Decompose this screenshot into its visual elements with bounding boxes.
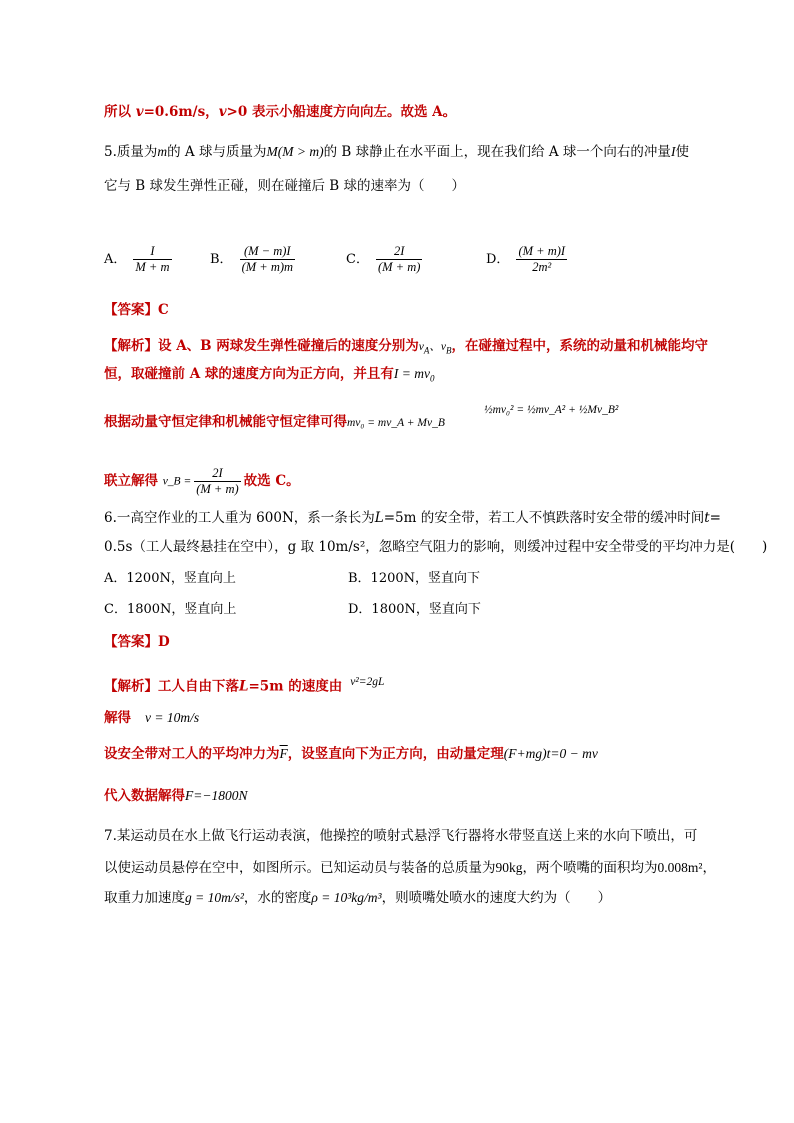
option-denominator: M + m: [135, 260, 170, 274]
q5-stem-line1: [104, 142, 689, 162]
q5-mass-m: m: [157, 144, 168, 159]
result-lhs: v_B =: [162, 475, 192, 488]
q5-ex4-text: 联立解得: [104, 473, 158, 489]
q5-explanation-line3: [104, 412, 445, 433]
q7-stem-line1: 7.某运动员在水上做飞行运动表演，他操控的喷射式悬浮飞行器将水带竖直送上来的水向下喷出，可: [104, 828, 698, 844]
q6-option-d: D．1800N，竖直向下: [348, 602, 481, 617]
q6-length-L: L: [374, 510, 384, 526]
q7-text-c: ，两个喷嘴的面积均为: [522, 860, 658, 876]
q7-mass-value: 90kg: [495, 860, 523, 875]
q6-explanation-line2: [104, 708, 199, 728]
momentum-equation: mv₀ = mv_A + Mv_B: [347, 417, 445, 429]
q5-impulse-I: I: [670, 144, 676, 159]
v-a-subscript: A: [423, 345, 430, 356]
option-denominator: 2m²: [516, 259, 567, 275]
q6-text-a: 6.一高空作业的工人重为 600N，系一条长为: [104, 510, 375, 526]
q6-explanation-line4: [104, 786, 247, 806]
q5-explanation-line4: [104, 466, 300, 497]
q5-mass-M: M: [266, 144, 278, 159]
option-label: D．: [486, 251, 510, 267]
velocity-value: =0.6m/s，: [143, 104, 219, 120]
q7-text-h: ，则喷嘴处喷水的速度大约为（ ）: [381, 890, 612, 906]
force-result: F=−1800N: [185, 788, 248, 803]
q6-ex2-text: 解得: [104, 710, 131, 726]
option-numerator: I: [150, 244, 155, 258]
option-denominator: (M + m): [377, 260, 421, 274]
velocity-result: v = 10m/s: [145, 710, 200, 725]
q5-stem-line2: 它与 B 球发生弹性正碰，则在碰撞后 B 球的速率为（ ）: [104, 178, 466, 194]
q6-option-b: B．1200N，竖直向下: [348, 571, 481, 586]
q5-option-c: [346, 244, 425, 275]
separator: 、: [429, 341, 441, 353]
q5-condition: (M > m): [277, 144, 324, 159]
impulse-subscript: 0: [429, 373, 435, 384]
option-label: A．: [104, 251, 127, 267]
result-denominator: (M + m): [196, 482, 239, 496]
average-force-symbol: $\overline{F}$: [279, 746, 288, 761]
energy-equation: ½mv₀² = ½mv_A² + ½Mv_B²: [484, 404, 619, 416]
q6-ex4-text: 代入数据解得: [104, 788, 185, 804]
q6-explanation-line1: [104, 672, 384, 697]
q7-gravity-value: g = 10m/s²: [185, 890, 244, 905]
q5-option-b: [210, 244, 298, 275]
q7-stem-line2: [104, 858, 716, 878]
q6-ex1-L: L: [239, 678, 249, 695]
prev-conclusion: [104, 102, 456, 122]
q5-ex2-text: 恒，取碰撞前 A 球的速度方向为正方向，并且有: [104, 366, 394, 382]
prev-conclusion-prefix: 所以: [104, 104, 136, 120]
q6-ex1-text: 【解析】工人自由下落: [104, 678, 239, 695]
q6-option-c: C．1800N，竖直向上: [104, 602, 237, 617]
q7-text-f: 取重力加速度: [104, 890, 185, 906]
option-numerator: (M + m)I: [518, 244, 566, 258]
q5-text-d: 使: [675, 144, 689, 160]
impulse-equation: I = mv: [393, 366, 430, 381]
velocity-symbol: v: [135, 104, 144, 120]
q5-explanation-line2: [104, 364, 434, 384]
q5-text-b: 的 A 球与质量为: [167, 144, 267, 160]
result-numerator: 2I: [212, 466, 223, 480]
q5-text-c: 的 B 球静止在水平面上，现在我们给 A 球一个向右的冲量: [323, 144, 671, 160]
q6-stem-line1: [104, 508, 721, 528]
velocity-symbol-2: v: [218, 104, 227, 120]
q7-density-value: ρ = 10³kg/m³: [311, 890, 382, 905]
q5-explanation-line1: [104, 336, 708, 357]
q7-text-a: 以使运动员悬停在空中，如图所示。已知运动员与装备的总质量为: [104, 860, 496, 876]
q5-ex1-text: 【解析】设 A、B 两球发生弹性碰撞后的速度分别为: [104, 338, 419, 354]
q7-area-value: 0.008m²: [657, 860, 703, 875]
q6-option-a: A．1200N，竖直向上: [104, 571, 236, 586]
q6-time-t: t: [704, 510, 710, 526]
option-label: C．: [346, 251, 369, 267]
q6-ex3-text: 设安全带对工人的平均冲力为: [104, 746, 280, 762]
q6-text-b: =5m 的安全带，若工人不慎跌落时安全带的缓冲时间: [383, 510, 705, 526]
q7-text-g: ，水的密度: [243, 890, 312, 906]
q5-option-a: [104, 244, 175, 275]
option-numerator: (M − m)I: [243, 244, 291, 258]
q6-explanation-line3: [104, 744, 598, 764]
q6-answer: 【答案】D: [104, 634, 170, 650]
q5-option-d: [486, 244, 570, 275]
q6-ex1-text-b: =5m 的速度由: [248, 678, 343, 695]
v-b-subscript: B: [446, 345, 452, 356]
q5-answer: 【答案】C: [104, 302, 169, 318]
option-label: B．: [210, 251, 233, 267]
option-numerator: 2I: [393, 244, 405, 258]
v-b-symbol: v: [440, 341, 447, 353]
q5-ex4-text-b: 故选 C。: [243, 473, 300, 489]
impulse-theorem-equation: (F+mg)t=0 − mv: [503, 746, 598, 761]
prev-conclusion-text: >0 表示小船速度方向向左。故选 A。: [226, 104, 457, 120]
v-a-symbol: v: [418, 341, 424, 353]
q5-ex1-text-b: ，在碰撞过程中，系统的动量和机械能均守: [451, 338, 709, 354]
q7-text-e: ，: [702, 860, 716, 876]
q6-text-c: =: [709, 510, 721, 526]
free-fall-equation: v²=2gL: [350, 676, 385, 688]
q5-text-a: 5.质量为: [104, 144, 158, 160]
q5-ex3-text: 根据动量守恒定律和机械能守恒定律可得: [104, 414, 347, 430]
q7-stem-line3: [104, 888, 611, 908]
q6-stem-line2: 0.5s（工人最终悬挂在空中），g 取 10m/s²，忽略空气阻力的影响，则缓冲过程中安全带受的平均冲力是( ): [104, 539, 768, 555]
option-denominator: (M + m)m: [241, 260, 294, 274]
q6-ex3-text-b: ，设竖直向下为正方向，由动量定理: [287, 746, 504, 762]
